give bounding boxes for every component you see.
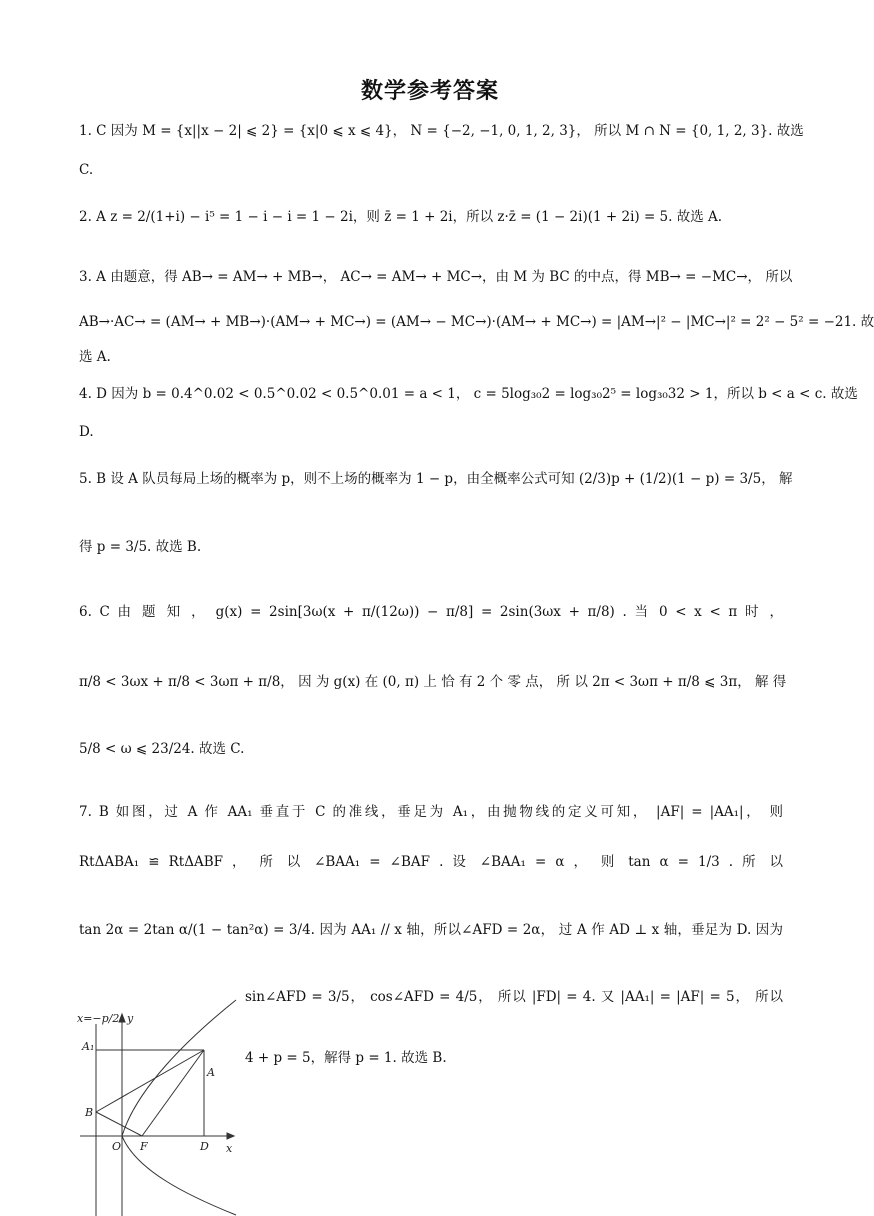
answer-3-line-1: 3. A 由题意，得 AB→ = AM→ + MB→， AC→ = AM→ + MC→，由 M 为 BC 的中点，得 MB→ = −MC→， 所以 [79, 269, 793, 285]
segment-b-a [96, 1050, 204, 1112]
point-b-label: B [85, 1106, 94, 1119]
segment-f-a [142, 1050, 204, 1136]
answer-7-line-5: 4 + p = 5，解得 p = 1. 故选 B. [245, 1050, 447, 1066]
answer-2-line-1: 2. A z = 2/(1+i) − i⁵ = 1 − i − i = 1 − 2i，则 z̄ = 1 + 2i，所以 z·z̄ = (1 − 2i)(1 + 2i) = 5. 故选 A. [79, 209, 723, 225]
parabola-figure [76, 1010, 241, 1216]
answer-3-line-3: 选 A. [79, 349, 111, 365]
answer-6-line-3: 5/8 < ω ⩽ 23/24. 故选 C. [79, 741, 245, 757]
parabola-curve [122, 1000, 236, 1215]
answer-5-line-1: 5. B 设 A 队员每局上场的概率为 p，则不上场的概率为 1 − p，由全概率公式可知 (2/3)p + (1/2)(1 − p) = 3/5， 解 [79, 471, 793, 487]
origin-label: O [112, 1140, 122, 1153]
directrix-label: x=−p/2 [77, 1012, 120, 1025]
page-title: 数学参考答案 [360, 79, 499, 104]
answer-1-line-1: 1. C 因为 M = {x||x − 2| ⩽ 2} = {x|0 ⩽ x ⩽ 4}， N = {−2, −1, 0, 1, 2, 3}， 所以 M ∩ N = {0, 1, 2, 3}. 故选 [79, 123, 804, 139]
point-f-label: F [140, 1140, 148, 1153]
x-axis-arrow [227, 1133, 234, 1139]
x-axis-label: x [226, 1142, 233, 1155]
answer-7-line-1: 7. B 如图，过 A 作 AA₁ 垂直于 C 的准线，垂足为 A₁，由抛物线的定义可知， |AF| = |AA₁|， 则 [79, 804, 783, 820]
point-a1-label: A₁ [82, 1040, 95, 1053]
y-axis-arrow [119, 1014, 125, 1022]
segment-b-f [96, 1112, 142, 1136]
answer-4-line-1: 4. D 因为 b = 0.4^0.02 < 0.5^0.02 < 0.5^0.01 = a < 1， c = 5log₃₀2 = log₃₀2⁵ = log₃₀32 > 1，所以 b < a < c. 故选 [79, 386, 858, 402]
answer-6-line-1: 6. C 由 题 知 ， g(x) = 2sin[3ω(x + π/(12ω)) − π/8] = 2sin(3ωx + π/8) . 当 0 < x < π 时 ， [79, 604, 783, 620]
answer-7-line-2: RtΔABA₁ ≌ RtΔABF ， 所 以 ∠BAA₁ = ∠BAF . 设 ∠BAA₁ = α ， 则 tan α = 1/3 . 所 以 [79, 854, 783, 870]
answer-5-line-2: 得 p = 3/5. 故选 B. [79, 539, 202, 555]
point-a-label: A [207, 1066, 215, 1079]
answer-4-line-2: D. [79, 424, 94, 440]
y-axis-label: y [127, 1012, 134, 1025]
point-d-label: D [200, 1140, 209, 1153]
answer-7-line-4: sin∠AFD = 3/5， cos∠AFD = 4/5， 所以 |FD| = 4. 又 |AA₁| = |AF| = 5， 所以 [245, 989, 783, 1005]
answer-1-line-2: C. [79, 162, 94, 178]
answer-6-line-2: π/8 < 3ωx + π/8 < 3ωπ + π/8， 因 为 g(x) 在 (0, π) 上 恰 有 2 个 零 点， 所 以 2π < 3ωπ + π/8 ⩽ 3π， 解 得 [79, 674, 787, 690]
answer-7-line-3: tan 2α = 2tan α/(1 − tan²α) = 3/4. 因为 AA₁ // x 轴，所以∠AFD = 2α， 过 A 作 AD ⊥ x 轴，垂足为 D. 因为 [79, 922, 783, 938]
answer-3-line-2: AB→·AC→ = (AM→ + MB→)·(AM→ + MC→) = (AM→ − MC→)·(AM→ + MC→) = |AM→|² − |MC→|² = 2² − 5² = −21. 故 [79, 314, 874, 330]
